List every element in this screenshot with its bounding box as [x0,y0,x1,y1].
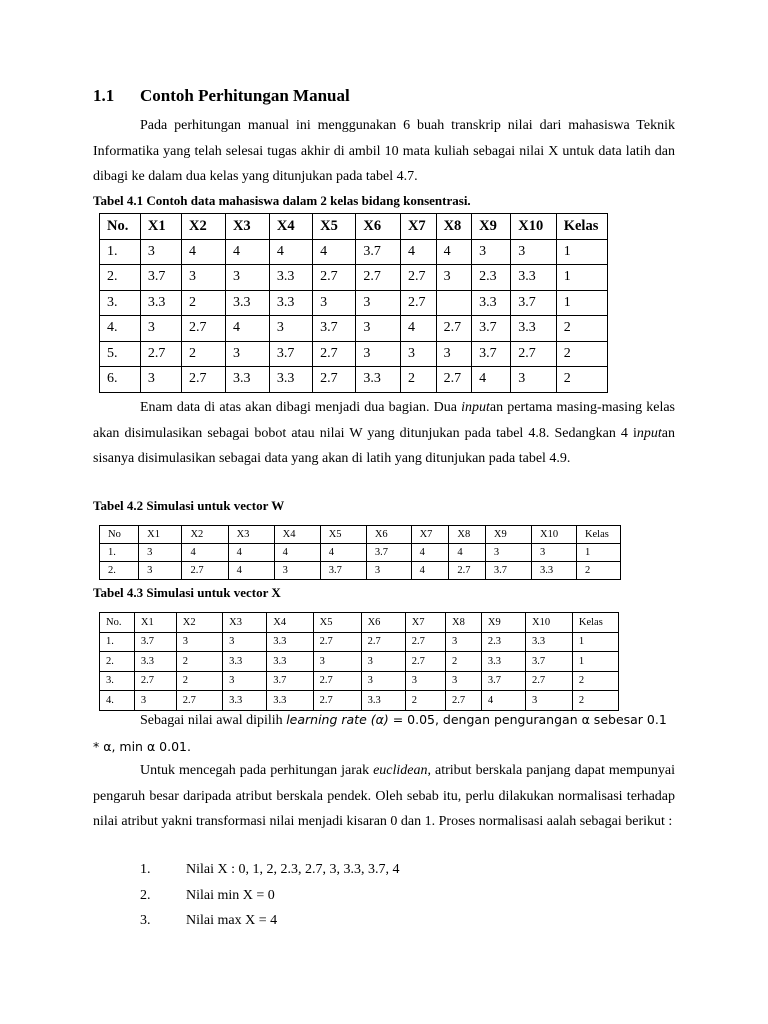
table-cell: 3 [223,671,267,691]
table2 [99,525,621,580]
table-header-cell: Kelas [572,613,618,633]
table-header-cell: X2 [182,526,228,544]
table-row [100,671,619,691]
table-cell: 2 [405,691,445,711]
text-run-italic: euclidean [373,763,428,778]
paragraph-intro: Pada perhitungan manual ini menggunakan 6 buah transkrip nilai dari mahasiswa Teknik Informatika yang telah selesai tugas akhir di ambil 10 mata kuliah sebagai nilai X untuk data latih dan dibagi ke dalam dua kelas yang ditunjukan pada tabel 4.7. [93,118,675,184]
table-cell: 4 [436,239,472,265]
table-cell: 3.3 [134,652,176,672]
table-cell: 2.7 [313,671,361,691]
table-cell: 3 [446,632,482,652]
table-cell: 4 [182,239,226,265]
table-cell: 2.7 [134,671,176,691]
table-cell: 4 [228,544,274,562]
table-cell: 3.3 [481,652,525,672]
table-cell: 2 [182,341,226,367]
table-cell: 3.3 [223,691,267,711]
table-cell: 3 [361,652,405,672]
table-header-cell: X1 [140,214,181,240]
table-cell: 5. [100,341,141,367]
table-cell: 3.3 [472,290,511,316]
text-run: Sebagai nilai awal dipilih [140,713,287,728]
table-cell: 4 [225,316,269,342]
table-cell: 3 [225,341,269,367]
table-cell: 1 [556,290,607,316]
table-cell [436,290,472,316]
table-cell: 3 [446,671,482,691]
table-cell: 2.7 [313,341,356,367]
list-text: Nilai X : 0, 1, 2, 2.3, 2.7, 3, 3.3, 3.7, 4 [186,862,400,877]
text-run: = 0.05, dengan pengurangan α sebesar 0.1 [388,712,667,727]
table-cell: 3.3 [269,290,312,316]
table-cell: 3.7 [472,316,511,342]
table-cell: 2 [176,671,222,691]
table-cell: 3 [139,562,182,580]
table-header-cell: X3 [223,613,267,633]
table-cell: 3.7 [511,290,556,316]
table-cell: 4 [449,544,486,562]
table-header-cell: X10 [511,214,556,240]
table-cell: 4 [228,562,274,580]
table-cell: 3.3 [267,652,313,672]
table-header-cell: X3 [228,526,274,544]
section-title: Contoh Perhitungan Manual [140,86,350,105]
table-cell: 2 [576,562,620,580]
table-cell: 3 [274,562,320,580]
table-header-cell: X8 [449,526,486,544]
table-cell: 1 [572,632,618,652]
table-cell: 2.7 [313,265,356,291]
table-cell: 4 [411,544,449,562]
list-number: 3. [140,913,151,928]
table-cell: 3.7 [320,562,366,580]
table-cell: 2 [176,652,222,672]
table-cell: 2 [572,671,618,691]
list-number: 2. [140,888,151,903]
table-header-cell: X7 [411,526,449,544]
table-cell: 3 [313,290,356,316]
table-row [100,341,608,367]
table-header-cell: Kelas [576,526,620,544]
table-cell: 3 [532,544,577,562]
table-row [100,632,619,652]
text-run: Enam data di atas akan dibagi menjadi dua bagian. Dua [140,400,462,415]
table-cell: 3.7 [366,544,411,562]
table-cell: 3 [223,632,267,652]
table-cell: 3.3 [269,367,312,393]
table-cell: 3 [511,239,556,265]
text-run: an sisanya disimulasikan sebagai data yang akan di latih yang ditunjukan pada tabel 4.9. [93,425,675,466]
table-cell: 3.7 [140,265,181,291]
table-cell: 2.7 [182,367,226,393]
table-header-cell: No. [100,613,135,633]
table-row [100,367,608,393]
text-run: , atribut berskala panjang dapat mempunyai pengaruh besar daripada atribut berskala pendek. Oleh sebab itu, perlu dilakukan normalisasi terhadap nilai atribut yakni transformasi nilai menjadi kisaran 0 dan 1. Proses normalisasi aalah sebagai berikut : [93,763,675,829]
table-cell: 2.7 [140,341,181,367]
text-run: an pertama masing-masing kelas akan disimulasikan sebagai bobot atau nilai W yang ditunjukan pada tabel 4.8. Sedangkan 4 i [93,400,675,441]
table-cell: 2.7 [361,632,405,652]
table-header-cell: X4 [267,613,313,633]
table-cell: 1 [556,265,607,291]
table-cell: 1. [100,632,135,652]
table-header-cell: X6 [356,214,401,240]
table-cell: 3 [139,544,182,562]
table-row [100,544,621,562]
table-cell: 4 [400,316,436,342]
table-header-cell: X9 [485,526,531,544]
table-cell: 2 [572,691,618,711]
text-run: * α, min α 0.01. [93,738,191,754]
table-header-cell: X7 [405,613,445,633]
table-cell: 2.7 [313,632,361,652]
table-header-cell: Kelas [556,214,607,240]
table-cell: 2. [100,562,139,580]
table1 [99,213,608,393]
table-cell: 3 [356,316,401,342]
table-cell: 3.3 [140,290,181,316]
paragraph-normalization [93,758,675,835]
table-cell: 3.7 [356,239,401,265]
table-cell: 3.3 [225,367,269,393]
table-cell: 3 [225,265,269,291]
table-cell: 3 [366,562,411,580]
table-header-cell: X6 [361,613,405,633]
paragraph-split [93,395,675,472]
table-cell: 3 [405,671,445,691]
list-number: 1. [140,862,151,877]
table-cell: 3.3 [267,691,313,711]
table-cell: 2.7 [511,341,556,367]
table3 [99,612,619,711]
table-cell: 1. [100,239,141,265]
table-cell: 3 [356,290,401,316]
table-cell: 3.3 [526,632,573,652]
list-text: Nilai min X = 0 [186,888,275,903]
table-header-cell: X2 [182,214,226,240]
table-cell: 3 [269,316,312,342]
table3-caption: Tabel 4.3 Simulasi untuk vector X [93,585,281,600]
table-header-cell: X9 [481,613,525,633]
list-item [140,913,277,929]
table-header-cell: X6 [366,526,411,544]
table-cell: 3.3 [532,562,577,580]
table-cell: 3.7 [267,671,313,691]
table-cell: 2.7 [182,316,226,342]
table-cell: 3.7 [485,562,531,580]
list-item [140,888,275,904]
table-cell: 4 [411,562,449,580]
table-header-row [100,613,619,633]
table-header-row [100,214,608,240]
table-cell: 4 [472,367,511,393]
table-cell: 4. [100,691,135,711]
table-row [100,316,608,342]
table-header-cell: X4 [274,526,320,544]
table-cell: 3 [511,367,556,393]
table-cell: 3 [140,316,181,342]
table-cell: 3.7 [472,341,511,367]
table-cell: 4. [100,316,141,342]
table-cell: 2.7 [526,671,573,691]
table-cell: 4 [274,544,320,562]
table-cell: 3 [356,341,401,367]
table-cell: 3 [400,341,436,367]
table-header-cell: X2 [176,613,222,633]
table-cell: 3 [436,265,472,291]
table-cell: 3 [176,632,222,652]
table-row [100,265,608,291]
table-cell: 3.3 [511,316,556,342]
table-row [100,239,608,265]
table-cell: 3.7 [313,316,356,342]
table-cell: 3.7 [481,671,525,691]
table-cell: 2 [400,367,436,393]
table-cell: 3.3 [361,691,405,711]
table-header-cell: X10 [532,526,577,544]
table-cell: 3. [100,290,141,316]
table-header-cell: X10 [526,613,573,633]
table-row [100,290,608,316]
table-cell: 3 [140,367,181,393]
table-cell: 3.3 [269,265,312,291]
table-cell: 3 [485,544,531,562]
table-cell: 1 [572,652,618,672]
table-cell: 3 [472,239,511,265]
table1-caption: Tabel 4.1 Contoh data mahasiswa dalam 2 kelas bidang konsentrasi. [93,193,471,208]
text-run: Untuk mencegah pada perhitungan jarak [140,763,374,778]
section-heading [93,86,350,106]
table-cell: 3.3 [225,290,269,316]
table-cell: 3 [134,691,176,711]
table-cell: 3.3 [223,652,267,672]
table-header-cell: X1 [139,526,182,544]
table-cell: 2.7 [182,562,228,580]
table-cell: 2.3 [481,632,525,652]
table-cell: 2.7 [436,367,472,393]
paragraph-learning-rate [93,707,675,760]
list-text: Nilai max X = 4 [186,913,278,928]
table-cell: 2.7 [356,265,401,291]
table-header-cell: X5 [320,526,366,544]
table-header-row [100,526,621,544]
table-cell: 2 [556,341,607,367]
table-cell: 4 [269,239,312,265]
table-cell: 2 [182,290,226,316]
table-cell: 3.7 [134,632,176,652]
table-cell: 2.7 [405,632,445,652]
list-item [140,862,400,878]
table-cell: 2 [556,316,607,342]
table-cell: 2.3 [472,265,511,291]
table-cell: 4 [320,544,366,562]
table-cell: 3.7 [269,341,312,367]
table-cell: 3 [361,671,405,691]
table-header-cell: No [100,526,139,544]
table-cell: 2 [446,652,482,672]
table-cell: 3.7 [526,652,573,672]
table-cell: 4 [400,239,436,265]
table-cell: 2.7 [313,367,356,393]
table-cell: 1 [576,544,620,562]
table-header-cell: X3 [225,214,269,240]
section-number: 1.1 [93,86,115,105]
table-cell: 2.7 [400,290,436,316]
table-cell: 2.7 [436,316,472,342]
table-header-cell: X4 [269,214,312,240]
table-cell: 3.3 [511,265,556,291]
table-cell: 4 [313,239,356,265]
table-header-cell: X8 [436,214,472,240]
table-cell: 1 [556,239,607,265]
table-cell: 3 [526,691,573,711]
table-cell: 2.7 [400,265,436,291]
table-row [100,652,619,672]
table-cell: 6. [100,367,141,393]
table-cell: 4 [225,239,269,265]
table-cell: 3 [182,265,226,291]
table-cell: 2.7 [405,652,445,672]
table-row [100,562,621,580]
table2-caption: Tabel 4.2 Simulasi untuk vector W [93,498,285,513]
text-run-italic: nput [636,425,662,441]
text-run-italic: input [461,400,490,415]
table-header-cell: X9 [472,214,511,240]
table-cell: 4 [182,544,228,562]
table-cell: 2.7 [449,562,486,580]
table-cell: 2.7 [313,691,361,711]
table-cell: 2.7 [176,691,222,711]
table-header-cell: No. [100,214,141,240]
table-cell: 3 [313,652,361,672]
table-cell: 1. [100,544,139,562]
table-cell: 4 [481,691,525,711]
table-header-cell: X7 [400,214,436,240]
table-header-cell: X1 [134,613,176,633]
table-cell: 2.7 [446,691,482,711]
table-cell: 2. [100,652,135,672]
table-cell: 3.3 [267,632,313,652]
table-header-cell: X5 [313,214,356,240]
table-cell: 3 [436,341,472,367]
table-cell: 2 [556,367,607,393]
table-cell: 3. [100,671,135,691]
table-cell: 3.3 [356,367,401,393]
table-cell: 2. [100,265,141,291]
table-header-cell: X8 [446,613,482,633]
table-cell: 3 [140,239,181,265]
table-header-cell: X5 [313,613,361,633]
learning-rate-term: learning rate (α) [286,712,389,727]
